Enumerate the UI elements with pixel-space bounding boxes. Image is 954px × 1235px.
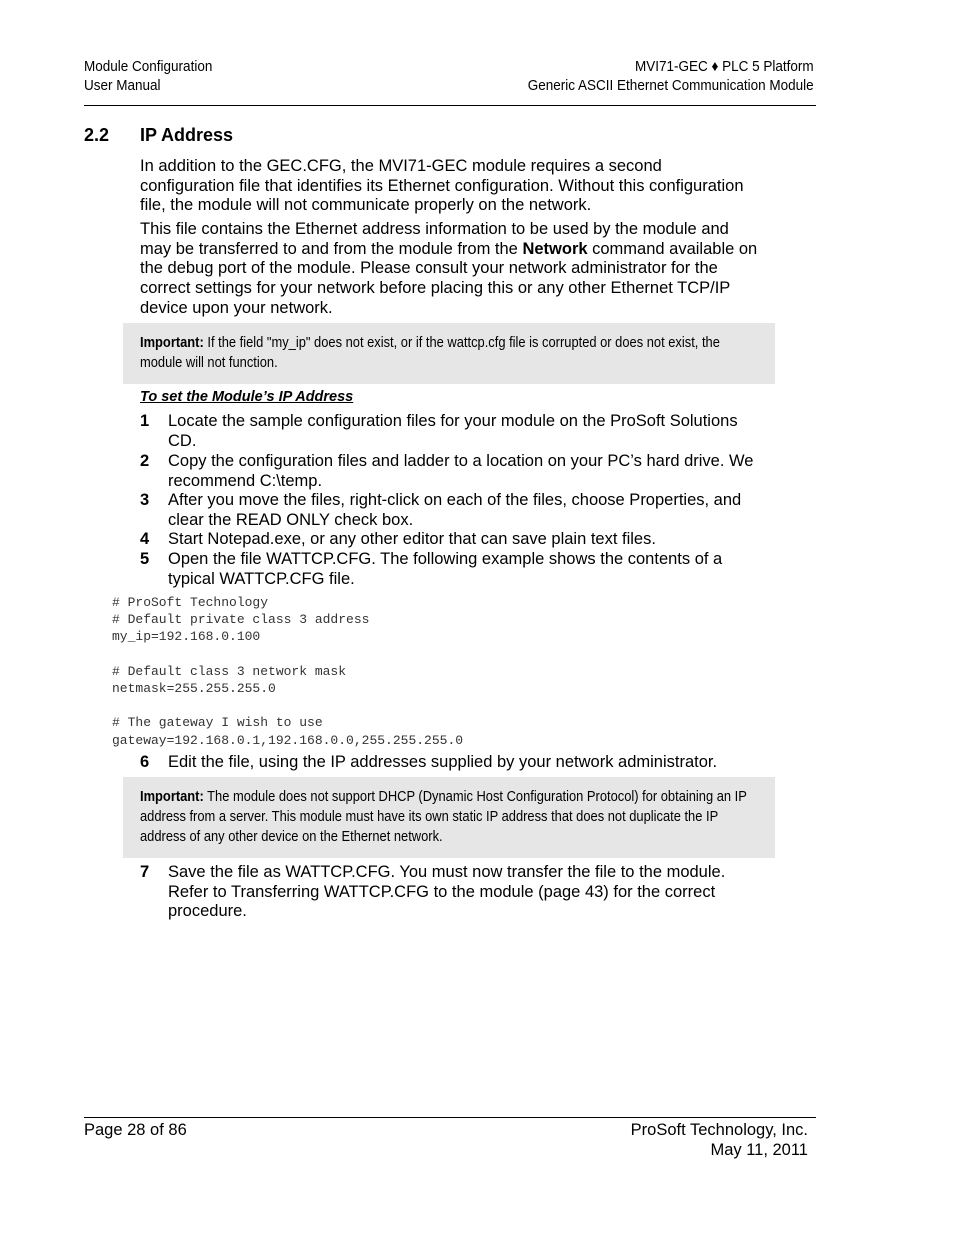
header-left bbox=[84, 57, 212, 95]
header-rule bbox=[84, 105, 816, 106]
intro-paragraph-1: In addition to the GEC.CFG, the MVI71-GEC module requires a second configuration file that identifies its Ethernet configuration. Without this configuration file, the module will not communicate properly on the network. bbox=[140, 157, 744, 215]
step-4-number: 4 bbox=[140, 530, 150, 548]
important-note-1 bbox=[123, 323, 775, 384]
intro-p2-after: command available on the debug port of the module. Please consult your network administrator for the correct settings for your network before placing this or any other Ethernet TCP/IP device upon your network. bbox=[140, 239, 758, 317]
step-3-number: 3 bbox=[140, 491, 150, 509]
header-right bbox=[528, 57, 814, 95]
header-doc-type: User Manual bbox=[84, 77, 161, 94]
important-note-2 bbox=[123, 777, 775, 858]
intro-p2-before: This file contains the Ethernet address information to be used by the module and may be transferred to and from the module from the bbox=[140, 220, 729, 258]
step-2-number: 2 bbox=[140, 452, 150, 470]
note-1-label: Important: bbox=[140, 334, 204, 351]
note-1-text: If the field "my_ip" does not exist, or if the wattcp.cfg file is corrupted or does not exist, the module will not function. bbox=[140, 334, 720, 371]
section-title: IP Address bbox=[140, 125, 234, 145]
header-chapter: Module Configuration bbox=[84, 58, 213, 75]
step-1-text: Locate the sample configuration files for your module on the ProSoft Solutions CD. bbox=[168, 412, 738, 450]
step-3-text: After you move the files, right-click on each of the files, choose Properties, and clear the READ ONLY check box. bbox=[168, 491, 742, 529]
step-1-number: 1 bbox=[140, 412, 150, 430]
wattcp-code-sample: # ProSoft Technology # Default private class 3 address my_ip=192.168.0.100 # Default class 3 network mask netmask=255.255.255.0 # The gateway I wish to use gateway=192.168.0.1,192.168.0.0,255.255.255.0 bbox=[112, 595, 464, 748]
page-number: Page 28 of 86 bbox=[84, 1121, 187, 1139]
step-7-text: Save the file as WATTCP.CFG. You must now transfer the file to the module. Refer to Transferring WATTCP.CFG to the module (page 43) for the correct procedure. bbox=[168, 863, 726, 921]
step-5-text: Open the file WATTCP.CFG. The following example shows the contents of a typical WATTCP.CFG file. bbox=[168, 550, 723, 588]
step-4-text: Start Notepad.exe, or any other editor that can save plain text files. bbox=[168, 530, 656, 548]
step-2-text: Copy the configuration files and ladder to a location on your PC’s hard drive. We recommend C:\temp. bbox=[168, 452, 754, 490]
footer-date: May 11, 2011 bbox=[710, 1141, 808, 1159]
intro-paragraph-2 bbox=[140, 220, 760, 319]
step-6-number: 6 bbox=[140, 753, 150, 771]
note-2-label: Important: bbox=[140, 788, 204, 805]
step-6-text: Edit the file, using the IP addresses supplied by your network administrator. bbox=[168, 753, 718, 771]
footer-company: ProSoft Technology, Inc. bbox=[630, 1121, 808, 1139]
header-product: MVI71-GEC ♦ PLC 5 Platform bbox=[635, 58, 814, 75]
network-command-term: Network bbox=[522, 239, 588, 258]
section-number: 2.2 bbox=[84, 125, 110, 145]
footer-rule bbox=[84, 1117, 816, 1118]
note-2-text: The module does not support DHCP (Dynamic Host Configuration Protocol) for obtaining an IP address from a server. This module must have its own static IP address that does not duplicate the IP address of any other device on the Ethernet network. bbox=[140, 788, 747, 845]
step-7-number: 7 bbox=[140, 863, 150, 881]
step-5-number: 5 bbox=[140, 550, 150, 568]
procedure-title: To set the Module’s IP Address bbox=[140, 389, 354, 405]
footer-right bbox=[631, 1120, 808, 1160]
header-product-desc: Generic ASCII Ethernet Communication Module bbox=[528, 77, 814, 94]
